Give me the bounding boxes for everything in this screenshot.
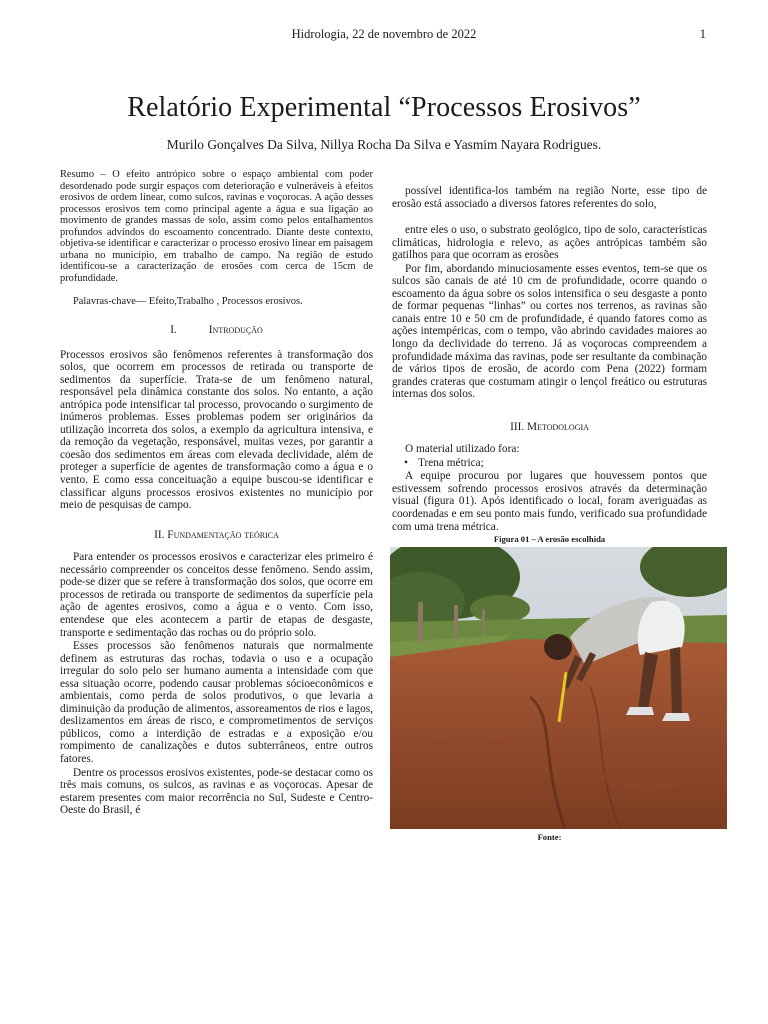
- fence-post: [482, 609, 485, 635]
- bullet-text: Trena métrica;: [418, 456, 484, 469]
- running-header: [0, 27, 768, 45]
- section-heading-methodology: [392, 421, 707, 434]
- theory-paragraph-6: Por fim, abordando minuciosamente esses eventos, tem-se que os sulcos são canais de até 10 cm de profundidade, ocorre quando o escoamento da água sobre os solos intensifica o seu desgaste a ponto de formar pequenas “linhas” ou cortes nos terrenos, as ravinas são canais entre 10 e 50 cm de profundidade, é quando fatores como as ações intempéricas, com o tempo, vão abrindo cavidades maiores ao longo da declividade do terreno. Já as voçorocas compreendem a profundidade máxima das ravinas, pode ser resultante da combinação de vários tipos de erosão, de acordo com Pena (2022) formam grandes crateras que costumam atingir o lençol freático ou estruturas internas dos solos.: [392, 262, 707, 401]
- theory-paragraph-4: possível identifica-los também na região Norte, esse tipo de erosão está associado a diversos fatores referentes do solo,: [392, 185, 707, 210]
- section-number: II.: [154, 528, 165, 541]
- abstract: Resumo – O efeito antrópico sobre o espaço ambiental com poder desordenado pode surgir espaços com deterioração e vulneráveis à efeitos erosivos de ordem linear, como sulcos, ravinas e voçorocas. A ação desses processos erosivos tem como principal agente a água e sua ligação ao movimento de grandes massas de solo, assim como pelos entalhamentos profundos advindos do escoamento concentrado. Diante deste contexto, objetiva-se identificar e caracterizar o processo erosivo linear em paisagem urbana no município, em trabalho de campo. Na região de estudo identificou-se a caracterização de erosões com cerca de 15cm de profundidade.: [60, 169, 373, 284]
- section-heading-introduction: [60, 324, 373, 337]
- section-title: Metodologia: [527, 420, 589, 433]
- figure-01: [392, 534, 707, 844]
- fence-post: [454, 605, 458, 639]
- soil-texture: [600, 765, 700, 789]
- method-paragraph-1: O material utilizado fora:: [405, 443, 520, 456]
- left-column: [60, 169, 373, 818]
- fence-post: [418, 602, 423, 642]
- soil-texture: [430, 737, 510, 757]
- field-photo-erosion-icon: [390, 547, 727, 829]
- paper-title: Relatório Experimental “Processos Erosivos”: [127, 92, 641, 123]
- running-title: Hidrologia, 22 de novembro de 2022: [291, 27, 477, 41]
- method-paragraph-2: A equipe procurou por lugares que houvessem pontos que estivessem sofrendo processos erosivos através da determinação visual (figura 01). Após identificado o local, foram averiguadas as coordenadas e em seu ponto mais fundo, verificado sua profundidade com uma trena métrica.: [392, 470, 707, 533]
- section-number: I.: [170, 324, 177, 337]
- person-head: [544, 634, 572, 660]
- theory-paragraph-5: entre eles o uso, o substrato geológico, tipo de solo, características climáticas, hidrologia e relevo, as ações antrópicas também são gatilhos para que ocorram as erosões: [392, 224, 707, 262]
- section-number: III.: [510, 420, 525, 433]
- theory-paragraph-2: Esses processos são fenômenos naturais que normalmente definem as estruturas das rochas, todavia o uso e a ocupação irregular do solo pelo ser humano aumenta a intensidade com que essa situação ocorre, podendo causar problemas sócioeconômicos e ambientais, como perda de solos produtivos, o que levaria a diminuição da produção de alimentos, assoreamentos de rios e lagos, deslizamentos em áreas de risco, e comprometimentos de serviços públicos, como a interdição de estradas e a exposição e/ou rompimento de canalizações e dutos subterrâneos, entre outros fatores.: [60, 640, 373, 765]
- page-number: 1: [699, 27, 706, 41]
- author-list: Murilo Gonçalves Da Silva, Nillya Rocha Da Silva e Yasmim Nayara Rodrigues.: [166, 137, 602, 152]
- section-heading-theory: [60, 529, 373, 542]
- person-leg: [670, 647, 682, 715]
- shrub: [470, 595, 530, 623]
- intro-paragraph: Processos erosivos são fenômenos referentes à transformação dos solos, que ocorrem em processos de retirada ou transporte de sedimentos da superfície. Trata-se de um fenômeno natural, responsável pela dinâmica constante dos solos. No entanto, a ação antrópica pode intensificar tal processo, provocando o surgimento de inúmeros problemas. Esses problemas podem ser originários da utilização incorreta dos solos, a exemplo da agricultura intensiva, e da remoção da vegetação, responsável, muitas vezes, por garantir a coesão dos sedimentos em áreas com elevada declividade, além de proteger a superfície de agentes de transformação como a água e o vento. E como essa conceituação a equipe buscou-se identificar e classificar alguns processos erosivos existentes no município por meio de pesquisas de campo.: [60, 348, 373, 512]
- person-sandal: [626, 707, 654, 715]
- keywords: Palavras-chave— Efeito,Trabalho , Processos erosivos.: [73, 296, 303, 308]
- section-title: Introdução: [208, 324, 263, 337]
- theory-paragraph-1: Para entender os processos erosivos e caracterizar eles primeiro é necessário compreender os conceitos desse fenômeno. Sendo assim, pode-se dizer que se refere à transformação dos solos, que ocorre em processos de retirada ou transporte de sedimentos da superfície pela ação de agentes erosivos, como a água e o vento. Com isso, entendese que eles acontecem a partir de etapas de desgaste, transporte e sedimentação das rochas ou do próprio solo.: [60, 551, 373, 639]
- figure-caption: Figura 01 – A erosão escolhida: [493, 534, 606, 545]
- right-column: [392, 185, 707, 844]
- method-bullet-item: [392, 457, 707, 470]
- figure-source: Fonte:: [537, 832, 562, 843]
- person-sandal: [662, 713, 690, 721]
- theory-paragraph-3: Dentre os processos erosivos existentes, pode-se destacar como os três mais comuns, os sulcos, as ravinas e as voçorocas. Apesar de estarem presentes com maior recorrência no Sul, Sudeste e Centro-Oeste do Brasil, é: [60, 766, 373, 817]
- section-title: Fundamentação teórica: [167, 528, 279, 541]
- bullet-icon: •: [404, 456, 408, 469]
